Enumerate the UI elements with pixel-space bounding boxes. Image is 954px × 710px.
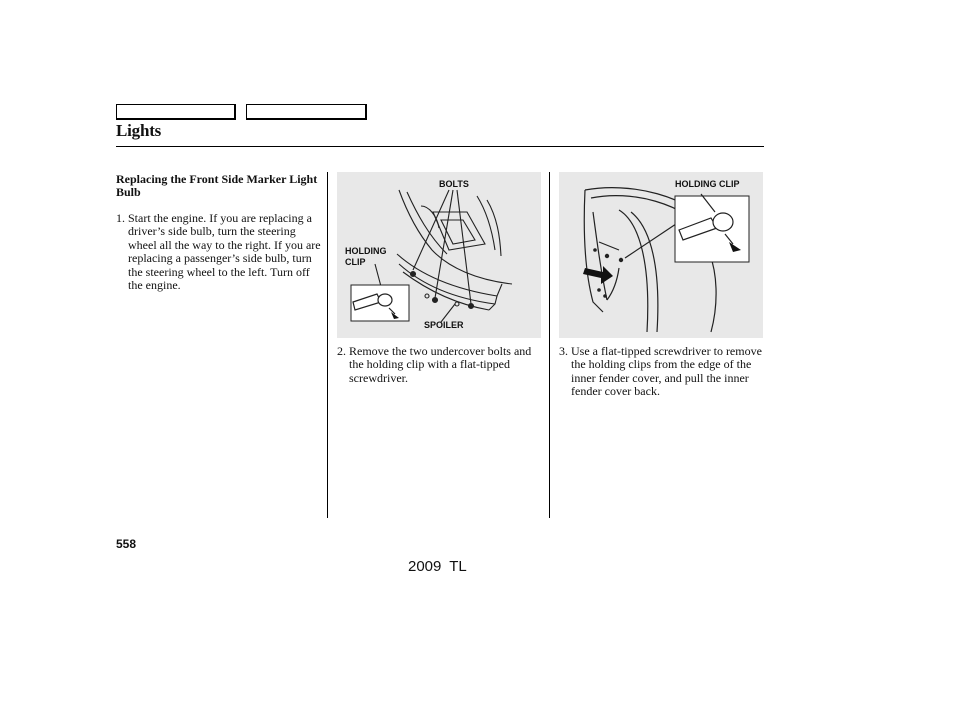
header-tab-box-2	[246, 104, 367, 120]
header-tab-box-1	[116, 104, 236, 120]
step-1-number: 1.	[116, 211, 125, 225]
page-number: 558	[116, 537, 137, 551]
step-1	[116, 212, 322, 292]
step-2	[337, 345, 541, 385]
label-holding-clip-line2: CLIP	[345, 257, 366, 267]
column-divider-1	[327, 172, 328, 518]
figure-undercover-bolts	[337, 172, 541, 338]
label-bolts: BOLTS	[439, 179, 469, 189]
step-2-number: 2.	[337, 344, 346, 358]
step-3-text: Use a flat-tipped screwdriver to remove the holding clips from the edge of the inner fender cover, and pull the inner fender cover back.	[571, 344, 762, 399]
step-3-number: 3.	[559, 344, 568, 358]
label-holding-clip-line1: HOLDING	[345, 246, 387, 256]
model-footer: 2009 TL	[408, 558, 467, 575]
step-1-text: Start the engine. If you are replacing a driver’s side bulb, turn the steering wheel all the way to the right. If you are replacing a passenger’s side bulb, turn the steering wheel to the left. Turn off the engine.	[128, 211, 321, 293]
figure-fender-illustration	[559, 172, 763, 338]
step-3	[559, 345, 763, 399]
page-title: Lights	[116, 121, 162, 140]
step-2-text: Remove the two undercover bolts and the holding clip with a flat-tipped screwdriver.	[349, 344, 532, 385]
column-divider-2	[549, 172, 550, 518]
header-rule	[116, 146, 764, 147]
label-spoiler: SPOILER	[424, 320, 464, 330]
section-heading: Replacing the Front Side Marker Light Bulb	[116, 172, 318, 199]
figure-inner-fender-clip	[559, 172, 763, 338]
label-holding-clip: HOLDING CLIP	[675, 179, 740, 189]
